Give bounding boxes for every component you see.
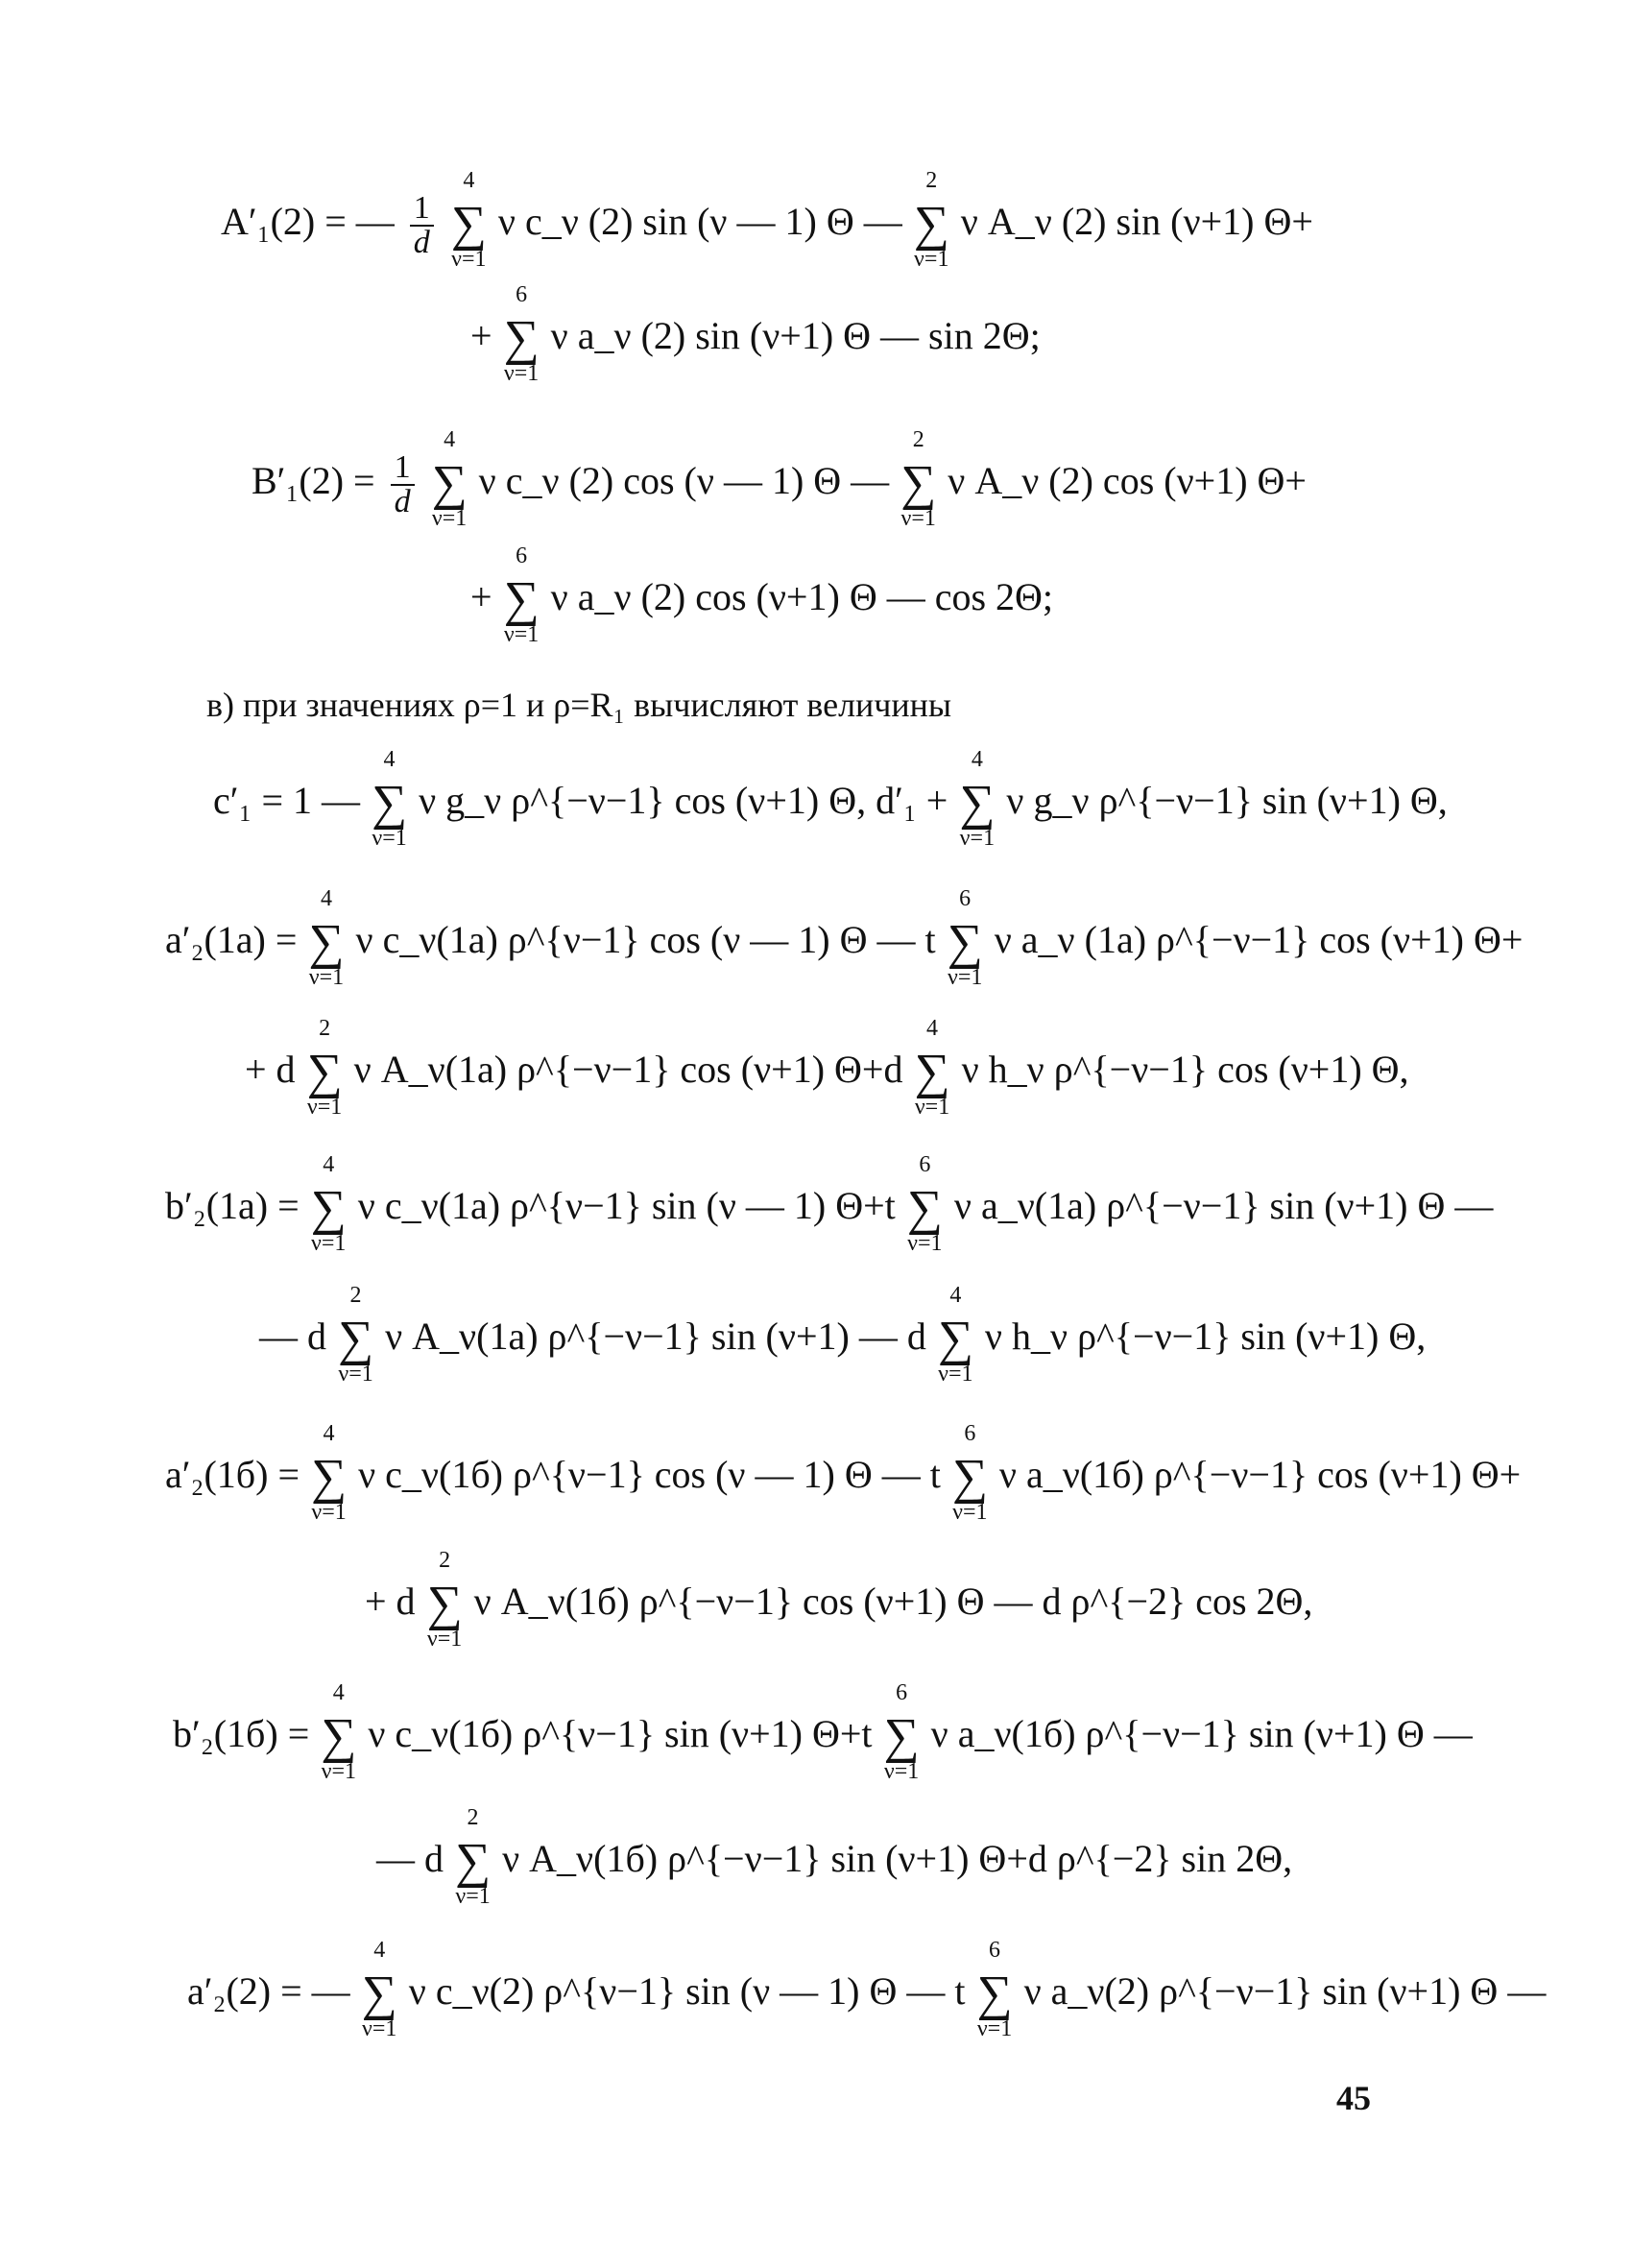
equation-term: + d bbox=[245, 1048, 296, 1091]
equation-term: + bbox=[470, 314, 492, 357]
equation-term: ν a_ν(1б) ρ^{−ν−1} cos (ν+1) Θ+ bbox=[998, 1453, 1522, 1496]
sum-symbol: ∑ 6 ν=1 bbox=[947, 886, 983, 990]
sum-symbol: ∑ 2 ν=1 bbox=[426, 1548, 463, 1652]
equation-term: ν A_ν(1а) ρ^{−ν−1} sin (ν+1) — d bbox=[385, 1315, 926, 1358]
sum-symbol: ∑ 2 ν=1 bbox=[338, 1283, 374, 1387]
equation-term: ν A_ν(1б) ρ^{−ν−1} sin (ν+1) Θ+d ρ^{−2} sin 2Θ, bbox=[502, 1837, 1293, 1880]
sum-symbol: ∑ 4 ν=1 bbox=[321, 1680, 357, 1784]
equation-a2-1a-line1 bbox=[165, 886, 1524, 990]
sum-symbol: ∑ 4 ν=1 bbox=[308, 886, 345, 990]
equation-lhs: A′₁(2) = — bbox=[221, 200, 395, 244]
equation-term: ν g_ν ρ^{−ν−1} cos (ν+1) Θ, d′₁ + bbox=[419, 779, 948, 822]
equation-a2-1b-line2 bbox=[365, 1548, 1313, 1652]
equation-lhs: a′₂(2) = — bbox=[187, 1969, 350, 2013]
fraction: $\frac{1}{d}$ bbox=[410, 192, 434, 259]
equation-term: ν A_ν(1а) ρ^{−ν−1} cos (ν+1) Θ+d bbox=[353, 1048, 903, 1091]
equation-term: + d bbox=[365, 1580, 416, 1623]
equation-a2-1b-line1 bbox=[165, 1421, 1522, 1525]
equation-a2-1a-line2 bbox=[245, 1016, 1409, 1120]
sum-symbol: ∑ 4 ν=1 bbox=[959, 747, 996, 851]
equation-term: ν c_ν(1а) ρ^{ν−1} sin (ν — 1) Θ+t bbox=[357, 1184, 896, 1227]
sum-symbol: ∑ 4 ν=1 bbox=[914, 1016, 950, 1120]
equation-term: ν a_ν(2) ρ^{−ν−1} sin (ν+1) Θ — bbox=[1023, 1969, 1547, 2013]
sum-symbol: ∑ 4 ν=1 bbox=[450, 168, 487, 273]
sum-symbol: ∑ 6 ν=1 bbox=[883, 1680, 920, 1784]
equation-term: ν A_ν (2) cos (ν+1) Θ+ bbox=[948, 459, 1307, 503]
equation-term: ν A_ν (2) sin (ν+1) Θ+ bbox=[960, 200, 1313, 244]
sum-symbol: ∑ 6 ν=1 bbox=[906, 1152, 943, 1256]
equation-b2-1a-line1 bbox=[165, 1152, 1494, 1256]
equation-lhs: a′₂(1б) = bbox=[165, 1453, 300, 1496]
sum-symbol: ∑ 6 ν=1 bbox=[951, 1421, 988, 1525]
equation-b2-1b-line1 bbox=[173, 1680, 1473, 1784]
sum-symbol: ∑ 4 ν=1 bbox=[431, 427, 468, 532]
equation-term: ν A_ν(1б) ρ^{−ν−1} cos (ν+1) Θ — d ρ^{−2} cos 2Θ, bbox=[473, 1580, 1313, 1623]
equation-term: ν a_ν (2) sin (ν+1) Θ — sin 2Θ; bbox=[550, 314, 1041, 357]
equation-B1-line1 bbox=[252, 427, 1307, 532]
sum-symbol: ∑ 2 ν=1 bbox=[913, 168, 949, 273]
equation-term: ν c_ν(1б) ρ^{ν−1} cos (ν — 1) Θ — t bbox=[358, 1453, 941, 1496]
equation-term: ν c_ν(1б) ρ^{ν−1} sin (ν+1) Θ+t bbox=[368, 1712, 873, 1755]
sum-symbol: ∑ 4 ν=1 bbox=[937, 1283, 973, 1387]
equation-term: ν g_ν ρ^{−ν−1} sin (ν+1) Θ, bbox=[1006, 779, 1448, 822]
sum-symbol: ∑ 4 ν=1 bbox=[310, 1152, 347, 1256]
sum-symbol: ∑ 6 ν=1 bbox=[503, 282, 540, 386]
equation-term: — d bbox=[376, 1837, 444, 1880]
sum-symbol: ∑ 2 ν=1 bbox=[455, 1805, 492, 1909]
sum-symbol: ∑ 4 ν=1 bbox=[372, 747, 408, 851]
equation-A1-line1 bbox=[221, 168, 1313, 273]
paragraph-body: при значениях ρ=1 и ρ=R₁ вычисляют величины bbox=[243, 686, 952, 724]
sum-symbol: ∑ 2 ν=1 bbox=[900, 427, 937, 532]
equation-B1-line2 bbox=[470, 543, 1054, 647]
paragraph-text bbox=[206, 684, 951, 726]
equation-lhs: b′₂(1б) = bbox=[173, 1712, 310, 1755]
equation-term: ν a_ν(1а) ρ^{−ν−1} sin (ν+1) Θ — bbox=[953, 1184, 1494, 1227]
sum-symbol: ∑ 6 ν=1 bbox=[503, 543, 540, 647]
sum-symbol: ∑ 6 ν=1 bbox=[976, 1938, 1013, 2041]
sum-symbol: ∑ 2 ν=1 bbox=[306, 1016, 343, 1120]
equation-term: ν a_ν (2) cos (ν+1) Θ — cos 2Θ; bbox=[550, 575, 1054, 618]
equation-term: ν c_ν (2) sin (ν — 1) Θ — bbox=[497, 200, 902, 244]
equation-lhs: c′₁ = 1 — bbox=[213, 779, 361, 822]
equation-term: ν h_ν ρ^{−ν−1} cos (ν+1) Θ, bbox=[961, 1048, 1409, 1091]
fraction: $\frac{1}{d}$ bbox=[391, 451, 415, 519]
equation-c1 bbox=[213, 747, 1448, 851]
equation-term: ν c_ν (2) cos (ν — 1) Θ — bbox=[478, 459, 890, 503]
equation-A1-line2 bbox=[470, 282, 1041, 386]
equation-lhs: a′₂(1а) = bbox=[165, 918, 298, 961]
sum-symbol: ∑ 4 ν=1 bbox=[311, 1421, 348, 1525]
equation-a2-2-line1 bbox=[187, 1938, 1547, 2041]
equation-term: ν h_ν ρ^{−ν−1} sin (ν+1) Θ, bbox=[984, 1315, 1427, 1358]
equation-lhs: b′₂(1а) = bbox=[165, 1184, 300, 1227]
equation-b2-1b-line2 bbox=[376, 1805, 1293, 1909]
equation-term: — d bbox=[259, 1315, 326, 1358]
equation-term: ν a_ν(1б) ρ^{−ν−1} sin (ν+1) Θ — bbox=[930, 1712, 1473, 1755]
equation-term: ν c_ν(1а) ρ^{ν−1} cos (ν — 1) Θ — t bbox=[355, 918, 936, 961]
equation-lhs: B′₁(2) = bbox=[252, 459, 375, 503]
equation-term: ν a_ν (1а) ρ^{−ν−1} cos (ν+1) Θ+ bbox=[994, 918, 1524, 961]
equation-term: + bbox=[470, 575, 492, 618]
page-number: 45 bbox=[1336, 2079, 1371, 2117]
paragraph-label: в) bbox=[206, 686, 234, 724]
sum-symbol: ∑ 4 ν=1 bbox=[361, 1938, 397, 2041]
equation-b2-1a-line2 bbox=[259, 1283, 1427, 1387]
equation-term: ν c_ν(2) ρ^{ν−1} sin (ν — 1) Θ — t bbox=[408, 1969, 966, 2013]
